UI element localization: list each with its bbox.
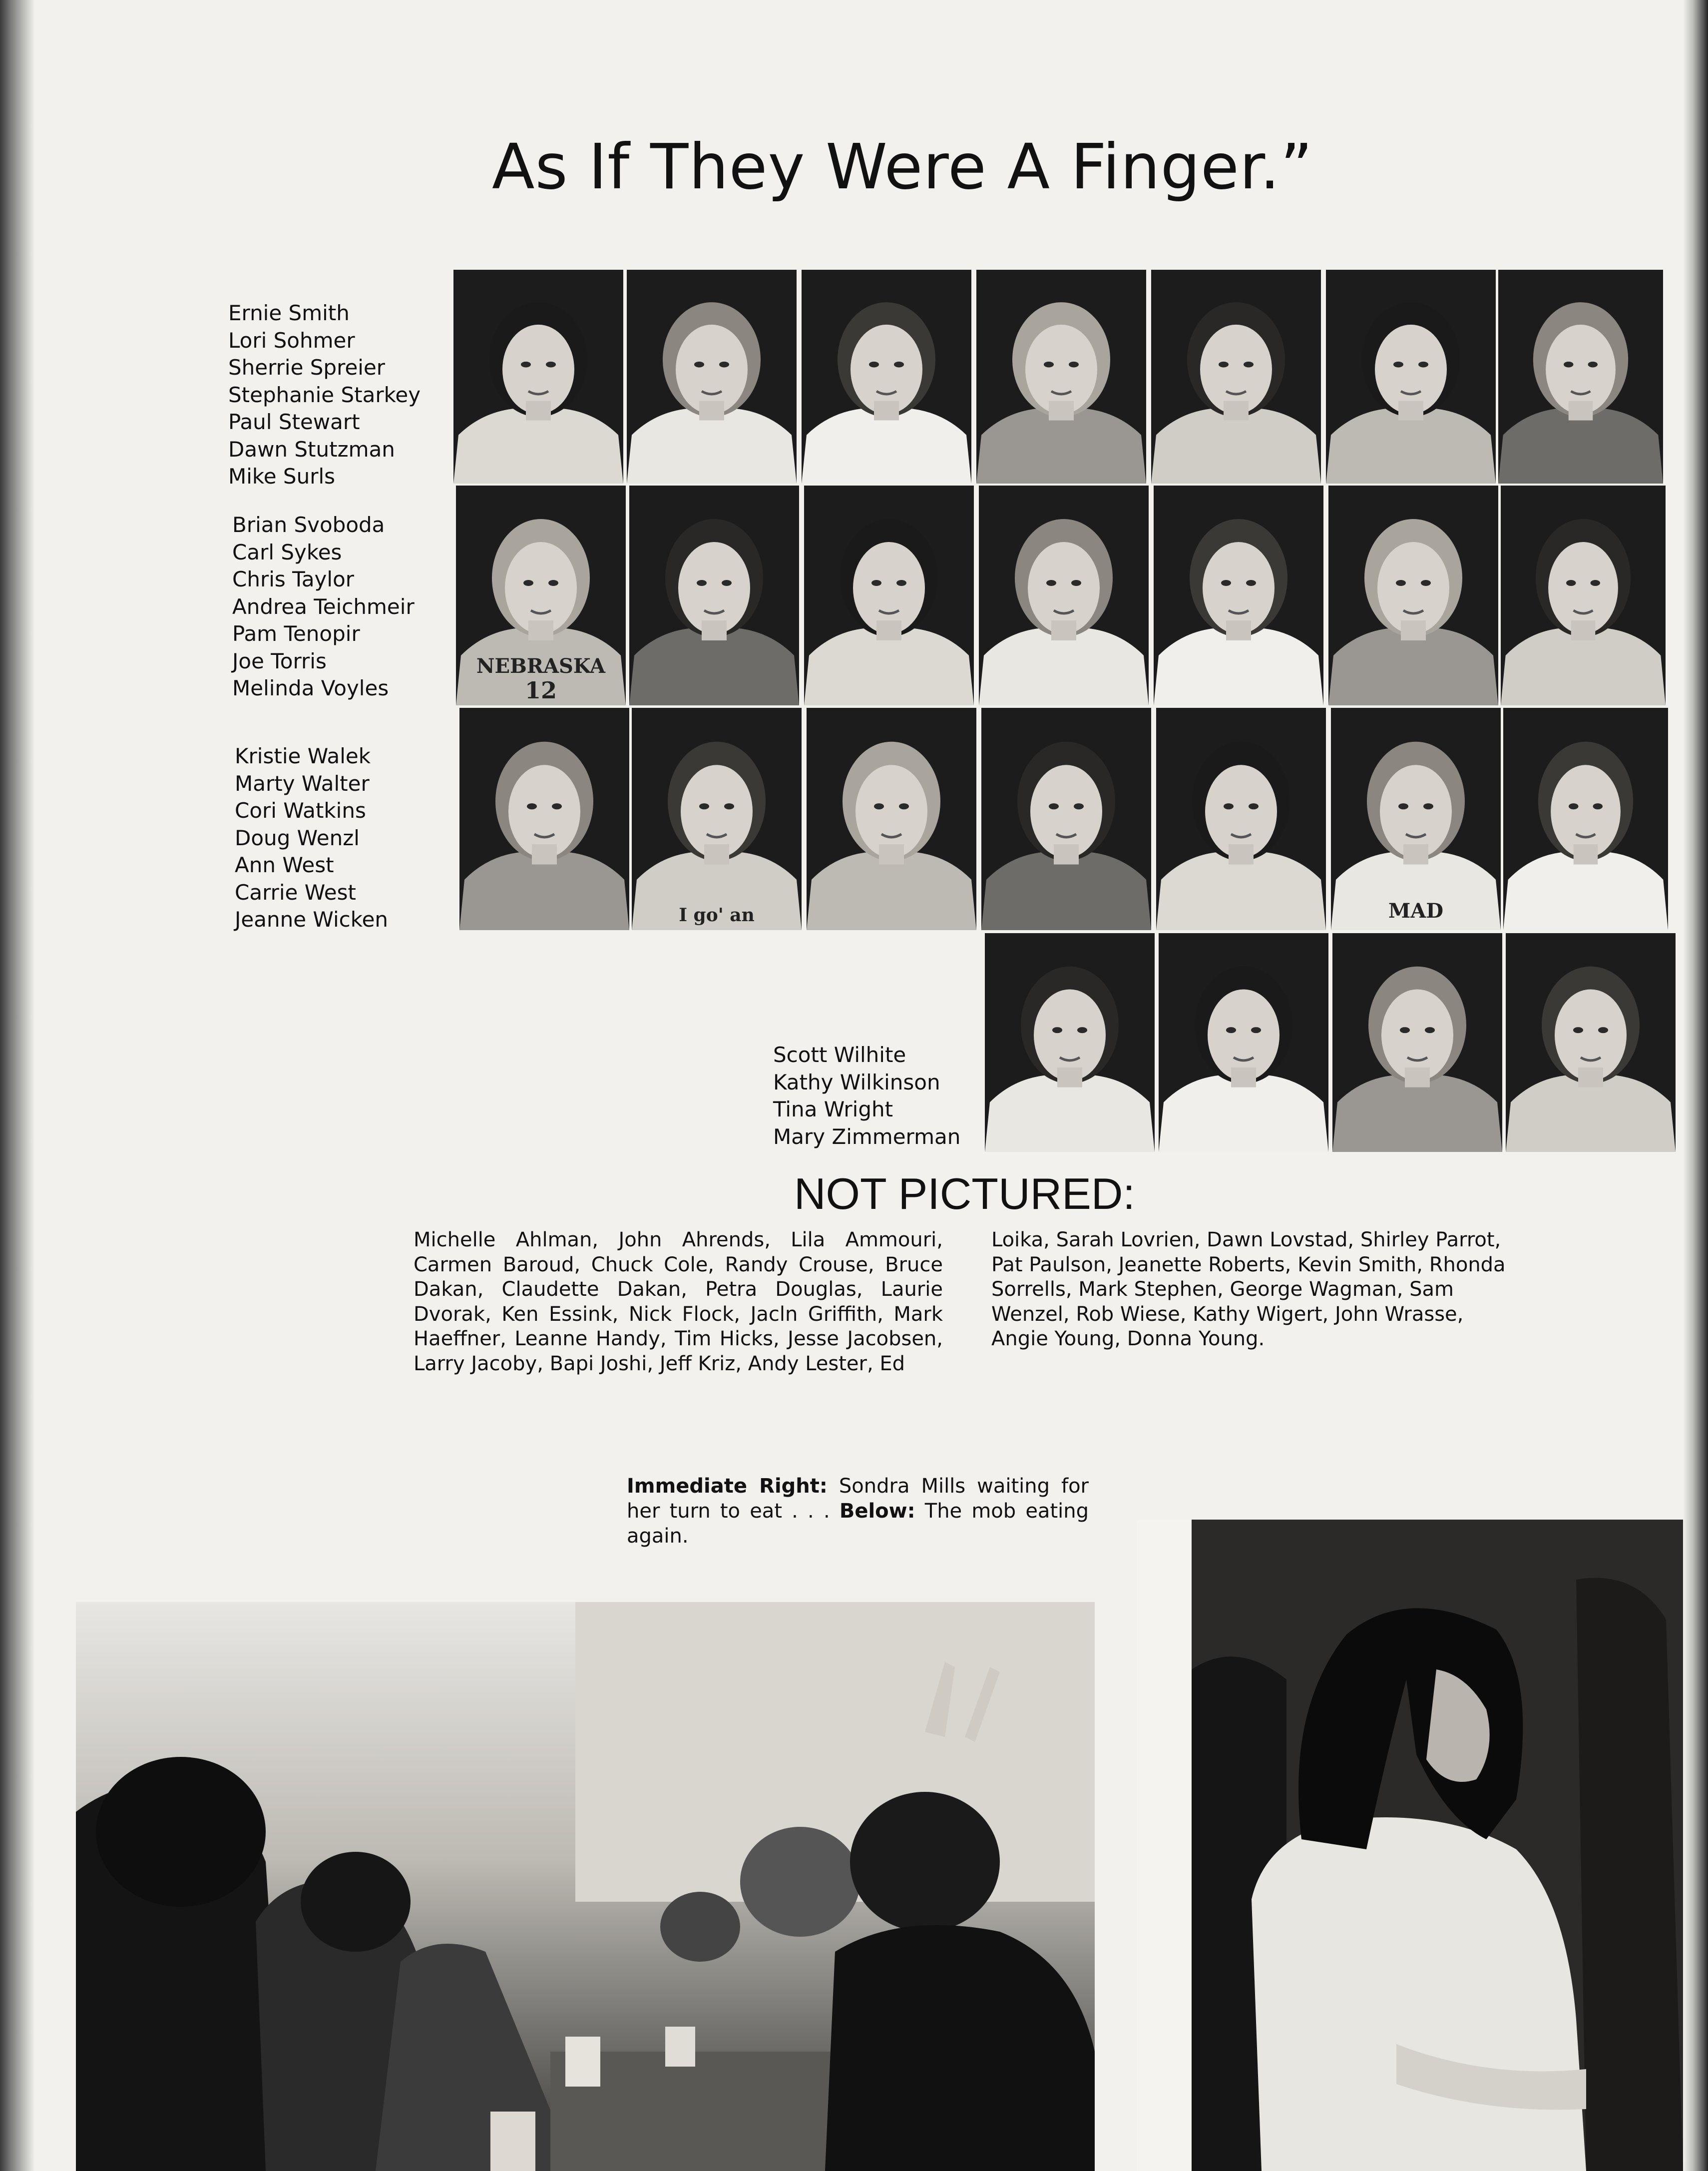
- student-name: Dawn Stutzman: [228, 437, 395, 462]
- student-portrait: [979, 486, 1149, 705]
- student-name: Carrie West: [235, 880, 356, 905]
- student-name: Cori Watkins: [235, 798, 366, 823]
- student-portrait: [453, 270, 623, 484]
- student-portrait: [1506, 933, 1676, 1152]
- student-name: Carl Sykes: [232, 540, 342, 564]
- student-portrait: [1501, 486, 1666, 705]
- student-portrait: [981, 708, 1151, 930]
- page-edge-shadow: [1683, 0, 1708, 2171]
- student-name: Ernie Smith: [228, 301, 350, 325]
- student-name: Sherrie Spreier: [228, 355, 386, 380]
- student-name: Mike Surls: [228, 464, 336, 489]
- student-portrait: [1498, 270, 1663, 484]
- student-name: Lori Sohmer: [228, 328, 355, 353]
- student-portrait: [1331, 708, 1501, 930]
- page-title: As If They Were A Finger.”: [492, 131, 1313, 203]
- student-portrait: [804, 486, 974, 705]
- student-portrait: [976, 270, 1146, 484]
- student-portrait: [807, 708, 976, 930]
- student-name: Joe Torris: [232, 648, 327, 673]
- name-list-row-3: [235, 743, 388, 934]
- student-portrait: [1328, 486, 1498, 705]
- student-portrait: [1159, 933, 1328, 1152]
- name-list-row-1: [228, 300, 421, 491]
- student-name: Tina Wright: [773, 1097, 893, 1121]
- student-name: Brian Svoboda: [232, 513, 385, 537]
- student-name: Ann West: [235, 853, 334, 877]
- student-portrait: [1156, 708, 1326, 930]
- student-name: Melinda Voyles: [232, 676, 389, 700]
- student-portrait: [1326, 270, 1496, 484]
- student-name: Jeanne Wicken: [235, 907, 389, 932]
- student-portrait: [985, 933, 1155, 1152]
- caption-text-below: The mob eating again.: [627, 1500, 1089, 1548]
- student-name: Mary Zimmerman: [773, 1124, 961, 1149]
- student-portrait: [459, 708, 629, 930]
- student-portrait: [1503, 708, 1668, 930]
- shirt-lettering: I go' an: [679, 905, 755, 926]
- student-name: Scott Wilhite: [773, 1043, 906, 1067]
- caption-text-right: Sondra Mills waiting for her turn to eat . . .: [627, 1475, 1089, 1523]
- name-list-row-2: [232, 512, 415, 702]
- student-name: Marty Walter: [235, 771, 370, 796]
- student-name: Stephanie Starkey: [228, 382, 421, 407]
- not-pictured-list-right: Loika, Sarah Lovrien, Dawn Lovstad, Shirley Parrot, Pat Paulson, Jeanette Roberts, Kevin Smith, Rhonda Sorrells, Mark Stephen, George Wagman, Sam Wenzel, Rob Wiese, Kathy Wigert, John Wrasse, Angie Young, Donna Young.: [991, 1228, 1506, 1350]
- shirt-lettering: NEBRASKA: [476, 654, 606, 678]
- not-pictured-list-left: Michelle Ahlman, John Ahrends, Lila Ammouri, Carmen Baroud, Chuck Cole, Randy Crouse, Bruce Dakan, Claudette Dakan, Petra Douglas, Laurie Dvorak, Ken Essink, Nick Flock, Jacln Griffith, Mark Haeffner, Leanne Handy, Tim Hicks, Jesse Jacobsen, Larry Jacoby, Bapi Joshi, Jeff Kriz, Andy Lester, Ed: [414, 1228, 943, 1375]
- student-portrait: [632, 708, 802, 930]
- student-name: Chris Taylor: [232, 567, 355, 591]
- student-name: Paul Stewart: [228, 410, 360, 434]
- shirt-lettering: 12: [524, 677, 557, 704]
- student-name: Kathy Wilkinson: [773, 1070, 940, 1094]
- photo-caption: [627, 1474, 1089, 1549]
- student-portrait: [627, 270, 797, 484]
- student-portrait: [1151, 270, 1321, 484]
- caption-label-below: Below:: [839, 1500, 915, 1523]
- student-portrait: [629, 486, 799, 705]
- sondra-mills-photo: [1137, 1520, 1683, 2171]
- student-name: Andrea Teichmeir: [232, 594, 415, 619]
- student-name: Doug Wenzl: [235, 825, 360, 850]
- student-name: Kristie Walek: [235, 744, 371, 768]
- name-list-row-4: [773, 1042, 960, 1150]
- caption-label-right: Immediate Right:: [627, 1475, 828, 1498]
- student-name: Pam Tenopir: [232, 621, 360, 646]
- cafeteria-photo: [76, 1602, 1095, 2171]
- shirt-lettering: MAD: [1388, 899, 1443, 923]
- student-portrait: [1154, 486, 1323, 705]
- student-portrait: [1332, 933, 1502, 1152]
- not-pictured-heading: NOT PICTURED:: [794, 1169, 1135, 1218]
- student-portrait: [802, 270, 971, 484]
- page-spine-shadow: [0, 0, 35, 2171]
